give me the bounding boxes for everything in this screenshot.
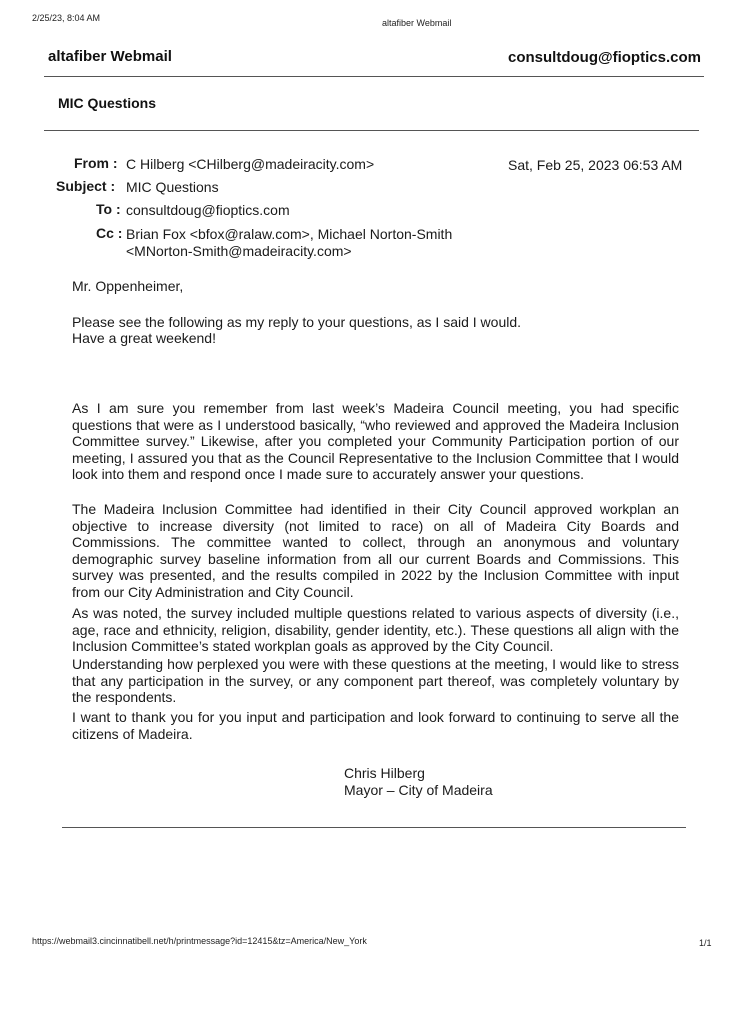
to-label: To :	[96, 201, 121, 217]
print-datetime: 2/25/23, 8:04 AM	[32, 13, 101, 23]
intro-line-1: Please see the following as my reply to your questions, as I said I would.	[72, 314, 522, 330]
from-value: C Hilberg <CHilberg@madeiracity.com>	[126, 156, 375, 172]
print-center-title: altafiber Webmail	[382, 18, 452, 28]
banner-divider	[44, 76, 704, 77]
paragraph-3: As was noted, the survey included multiple questions related to various aspects of diversity (i.e., age, race and ethnicity, religion, disability, gender identity, etc.). These questions all align with the Inclusion Committee’s stated workplan goals as approved by the City Council.	[72, 605, 679, 654]
signature-title: Mayor – City of Madeira	[344, 782, 493, 798]
cc-value-line1: Brian Fox <bfox@ralaw.com>, Michael Norton-Smith	[126, 226, 453, 242]
app-name: altafiber Webmail	[48, 48, 172, 65]
footer-url: https://webmail3.cincinnatibell.net/h/printmessage?id=12415&tz=America/New_York	[32, 936, 367, 946]
paragraph-5: I want to thank you for you input and participation and look forward to continuing to serve all the citizens of Madeira.	[72, 709, 679, 742]
intro-line-2: Have a great weekend!	[72, 330, 216, 346]
paragraph-1: As I am sure you remember from last week’s Madeira Council meeting, you had specific questions that were as I understood basically, “who reviewed and approved the Madeira Inclusion Committee survey.” Likewise, after you completed your Community Participation portion of our meeting, I assured you that as the Council Representative to the Inclusion Committee that I would look into them and respond once I made sure to accurately answer your questions.	[72, 400, 679, 482]
title-divider	[44, 130, 699, 131]
cc-value-line2: <MNorton-Smith@madeiracity.com>	[126, 243, 352, 259]
subject-value: MIC Questions	[126, 179, 219, 195]
account-email: consultdoug@fioptics.com	[508, 49, 701, 66]
paragraph-2: The Madeira Inclusion Committee had identified in their City Council approved workplan an objective to increase diversity (not limited to race) on all of Madeira City Boards and Commissions. The committee wanted to collect, through an anonymous and voluntary demographic survey baseline information from all our current Boards and Commissions. This survey was presented, and the results compiled in 2022 by the Inclusion Committee with input from our City Administration and City Council.	[72, 501, 679, 600]
signature-divider	[62, 827, 686, 828]
footer-page-number: 1/1	[699, 938, 712, 948]
to-value: consultdoug@fioptics.com	[126, 202, 290, 218]
from-label: From :	[74, 155, 118, 171]
cc-label: Cc :	[96, 225, 123, 241]
message-date: Sat, Feb 25, 2023 06:53 AM	[508, 157, 683, 173]
greeting: Mr. Oppenheimer,	[72, 278, 184, 294]
signature-name: Chris Hilberg	[344, 765, 425, 781]
subject-label: Subject :	[56, 178, 116, 194]
paragraph-4: Understanding how perplexed you were with these questions at the meeting, I would like to stress that any participation in the survey, or any component part thereof, was completely voluntary by the respondents.	[72, 656, 679, 705]
page-title: MIC Questions	[58, 95, 157, 111]
